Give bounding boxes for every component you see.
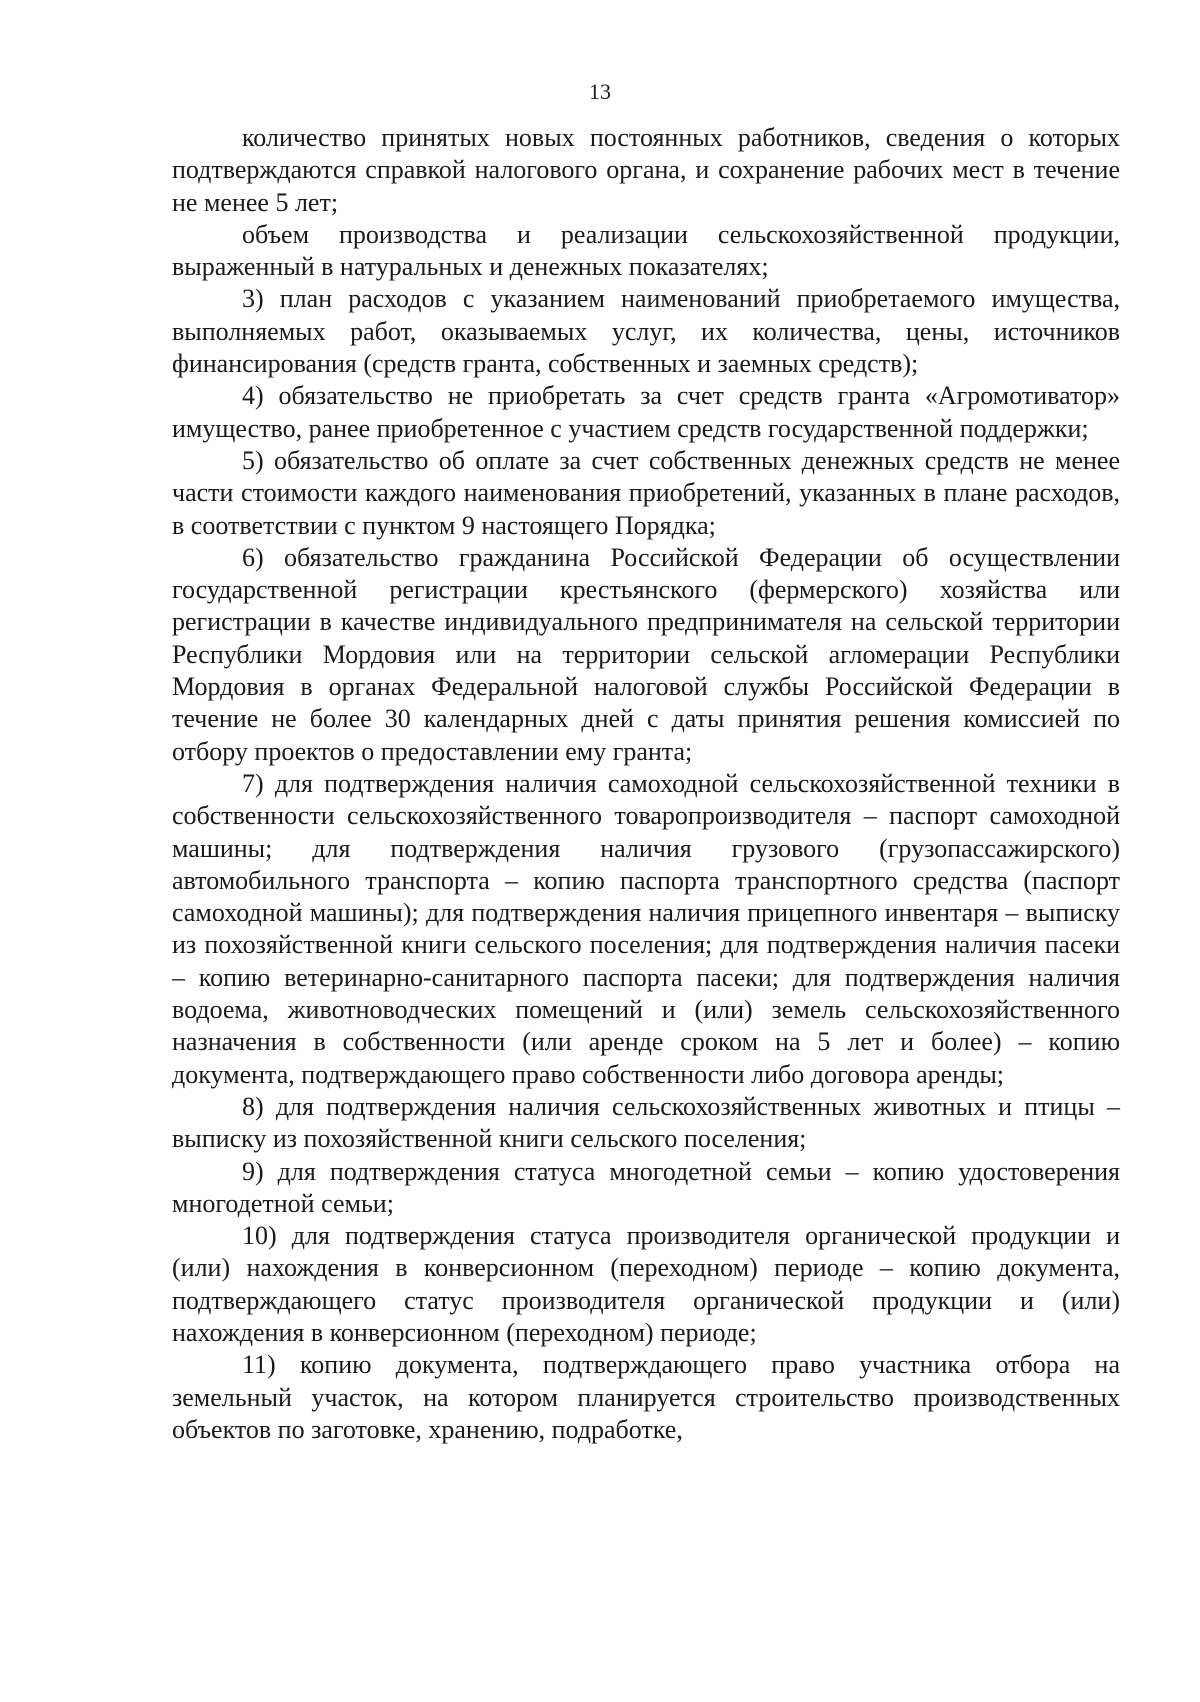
paragraph-item-6: 6) обязательство гражданина Российской Федерации об осуществлении государственной регистрации крестьянского (фермерского) хозяйства или регистрации в качестве индивидуального предпринимателя на сельской территории Республики Мордовия или на территории сельской агломерации Республики Мордовия в органах Федеральной налоговой службы Российской Федерации в течение не более 30 календарных дней с даты принятия решения комиссией по отбору проектов о предоставлении ему гранта;: [172, 542, 1120, 766]
paragraph-item-8: 8) для подтверждения наличия сельскохозяйственных животных и птицы – выписку из похозяйственной книги сельского поселения;: [172, 1091, 1120, 1154]
paragraph-item-10: 10) для подтверждения статуса производителя органической продукции и (или) нахождения в конверсионном (переходном) периоде – копию документа, подтверждающего статус производителя органической продукции и (или) нахождения в конверсионном (переходном) периоде;: [172, 1221, 1120, 1347]
document-body: [172, 122, 1120, 1446]
paragraph-item-11: 11) копию документа, подтверждающего право участника отбора на земельный участок, на котором планируется строительство производственных объектов по заготовке, хранению, подработке,: [172, 1350, 1120, 1444]
paragraph-item-9: 9) для подтверждения статуса многодетной семьи – копию удостоверения многодетной семьи;: [172, 1156, 1120, 1218]
paragraph-production-volume: объем производства и реализации сельскохозяйственной продукции, выраженный в натуральных и денежных показателях;: [172, 219, 1120, 282]
paragraph-item-3: 3) план расходов с указанием наименований приобретаемого имущества, выполняемых работ, оказываемых услуг, их количества, цены, источников финансирования (средств гранта, собственных и заемных средств);: [172, 284, 1120, 379]
paragraph-item-4: 4) обязательство не приобретать за счет средств гранта «Агромотиватор» имущество, ранее приобретенное с участием средств государственной поддержки;: [172, 381, 1120, 443]
paragraph-item-7: 7) для подтверждения наличия самоходной сельскохозяйственной техники в собственности сельскохозяйственного товаропроизводителя – паспорт самоходной машины; для подтверждения наличия грузового (грузопассажирского) автомобильного транспорта – копию паспорта транспортного средства (паспорт самоходной машины); для подтверждения наличия прицепного инвентаря – выписку из похозяйственной книги сельского поселения; для подтверждения наличия пасеки – копию ветеринарно-санитарного паспорта пасеки; для подтверждения наличия водоема, животноводческих помещений и (или) земель сельскохозяйственного назначения в собственности (или аренде сроком на 5 лет и более) – копию документа, подтверждающего право собственности либо договора аренды;: [172, 768, 1120, 1089]
page-number: 13: [589, 79, 611, 104]
paragraph-employees: количество принятых новых постоянных работников, сведения о которых подтверждаются справкой налогового органа, и сохранение рабочих мест в течение не менее 5 лет;: [172, 123, 1120, 217]
paragraph-item-5: 5) обязательство об оплате за счет собственных денежных средств не менее части стоимости каждого наименования приобретений, указанных в плане расходов, в соответствии с пунктом 9 настоящего Порядка;: [172, 445, 1120, 540]
